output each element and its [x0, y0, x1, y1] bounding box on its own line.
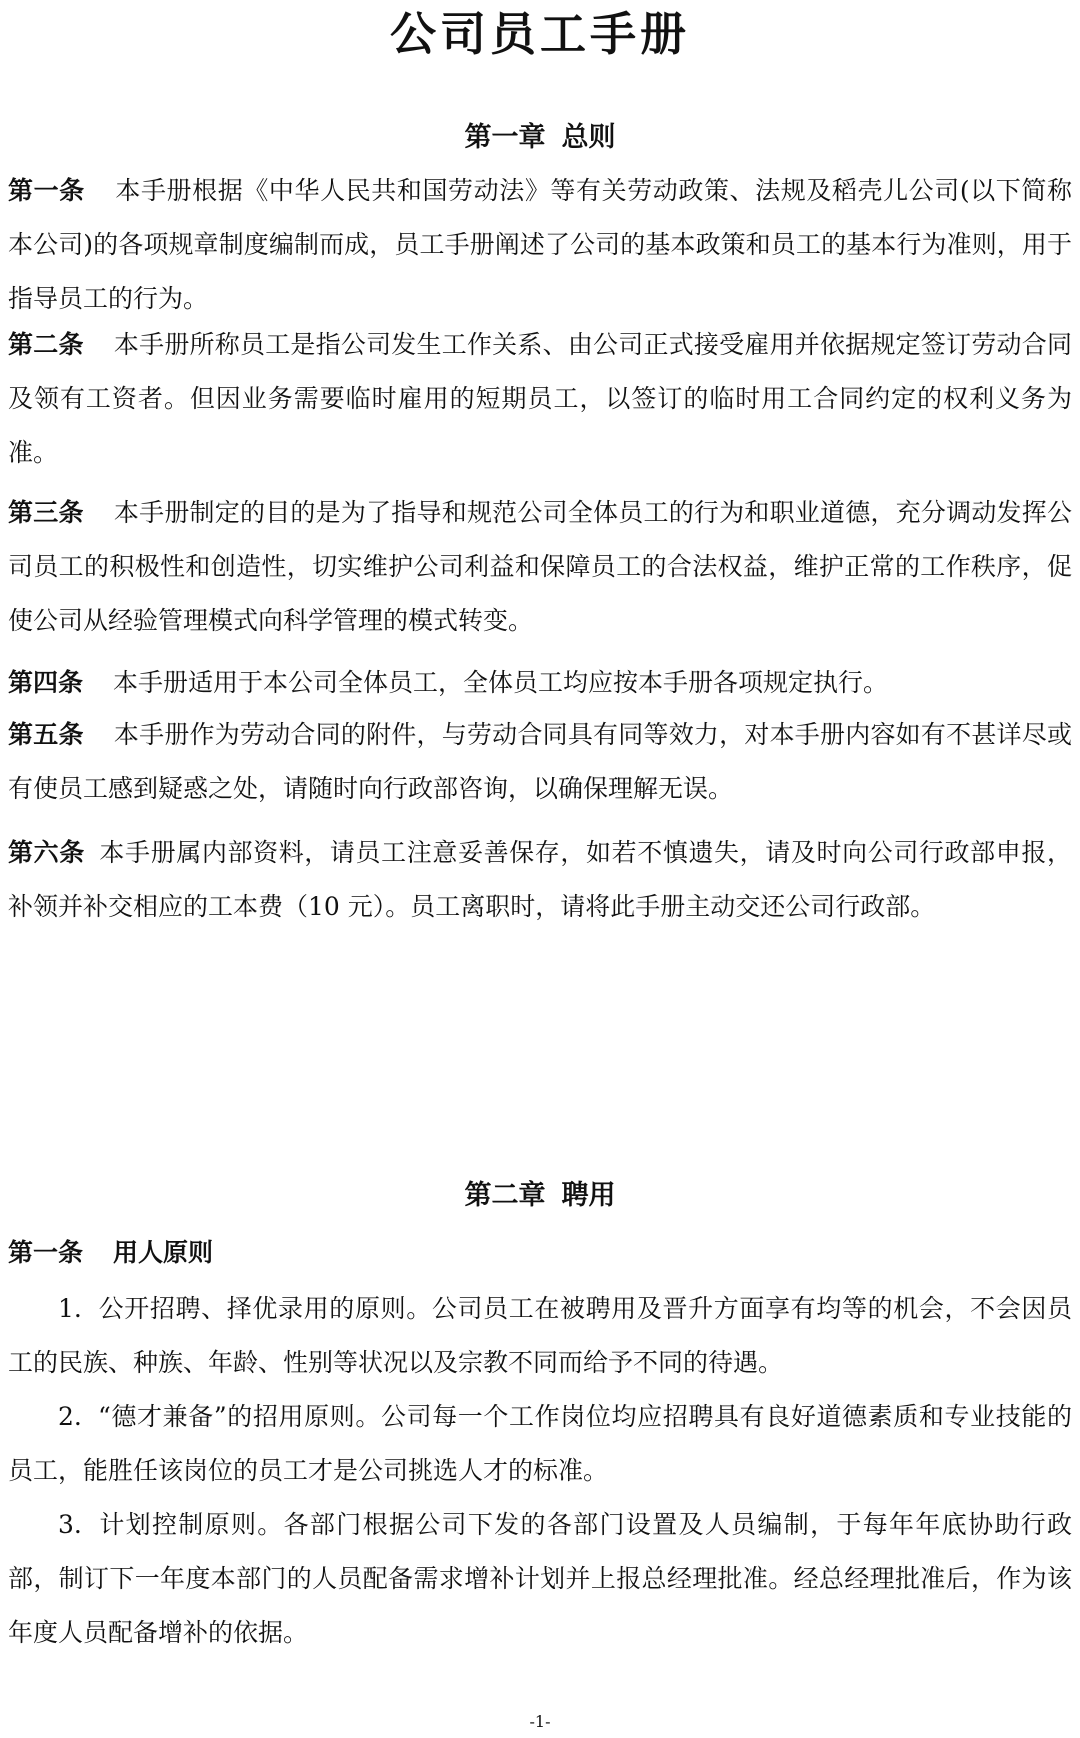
article-5 — [8, 708, 1072, 816]
article-label: 第二条 — [8, 330, 84, 359]
document-title: 公司员工手册 — [390, 7, 690, 61]
article-text: 本手册适用于本公司全体员工，全体员工均应按本手册各项规定执行。 — [113, 668, 889, 697]
chapter-2-article-1 — [8, 1226, 1072, 1280]
article-label: 第五条 — [8, 720, 84, 749]
article-1 — [8, 164, 1072, 326]
article-label: 第三条 — [8, 498, 84, 527]
chapter-number: 第二章 — [464, 1180, 546, 1211]
item-text: “德才兼备”的招用原则。公司每一个工作岗位均应招聘具有良好道德素质和专业技能的员工，能胜任该岗位的员工才是公司挑选人才的标准。 — [8, 1402, 1072, 1485]
article-text: 本手册作为劳动合同的附件，与劳动合同具有同等效力，对本手册内容如有不甚详尽或有使员工感到疑惑之处，请随时向行政部咨询，以确保理解无误。 — [8, 720, 1072, 803]
article-text: 本手册根据《中华人民共和国劳动法》等有关劳动政策、法规及稻壳儿公司(以下简称本公司)的各项规章制度编制而成，员工手册阐述了公司的基本政策和员工的基本行为准则，用于指导员工的行为。 — [8, 176, 1072, 313]
article-label: 第四条 — [8, 668, 84, 697]
item-text: 计划控制原则。各部门根据公司下发的各部门设置及人员编制，于每年年底协助行政部，制订下一年度本部门的人员配备需求增补计划并上报总经理批准。经总经理批准后，作为该年度人员配备增补的依据。 — [8, 1510, 1072, 1647]
chapter-number: 第一章 — [464, 122, 546, 153]
item-number: 1. — [58, 1294, 82, 1323]
article-6 — [8, 826, 1072, 934]
page-number: -1- — [529, 1712, 551, 1731]
article-label: 第一条 — [8, 176, 85, 205]
principle-item-1 — [8, 1282, 1072, 1390]
chapter-name: 聘用 — [561, 1180, 616, 1211]
article-label: 第一条 — [8, 1238, 84, 1267]
article-text: 本手册属内部资料，请员工注意妥善保存，如若不慎遗失，请及时向公司行政部申报，补领并补交相应的工本费（10 元）。员工离职时，请将此手册主动交还公司行政部。 — [8, 838, 1072, 921]
chapter-2-heading — [0, 1178, 1080, 1214]
chapter-1-heading — [0, 120, 1080, 156]
item-text: 公开招聘、择优录用的原则。公司员工在被聘用及晋升方面享有均等的机会，不会因员工的民族、种族、年龄、性别等状况以及宗教不同而给予不同的待遇。 — [8, 1294, 1072, 1377]
article-text: 本手册所称员工是指公司发生工作关系、由公司正式接受雇用并依据规定签订劳动合同及领有工资者。但因业务需要临时雇用的短期员工，以签订的临时用工合同约定的权利义务为准。 — [8, 330, 1072, 467]
item-number: 3. — [58, 1510, 82, 1539]
article-2 — [8, 318, 1072, 480]
principle-item-3 — [8, 1498, 1072, 1660]
article-4 — [8, 656, 1072, 710]
item-number: 2. — [58, 1402, 82, 1431]
article-title: 用人原则 — [113, 1238, 214, 1267]
chapter-name: 总则 — [561, 122, 616, 153]
principle-item-2 — [8, 1390, 1072, 1498]
article-label: 第六条 — [8, 838, 85, 867]
article-text: 本手册制定的目的是为了指导和规范公司全体员工的行为和职业道德，充分调动发挥公司员工的积极性和创造性，切实维护公司利益和保障员工的合法权益，维护正常的工作秩序，促使公司从经验管理模式向科学管理的模式转变。 — [8, 498, 1072, 635]
article-3 — [8, 486, 1072, 648]
